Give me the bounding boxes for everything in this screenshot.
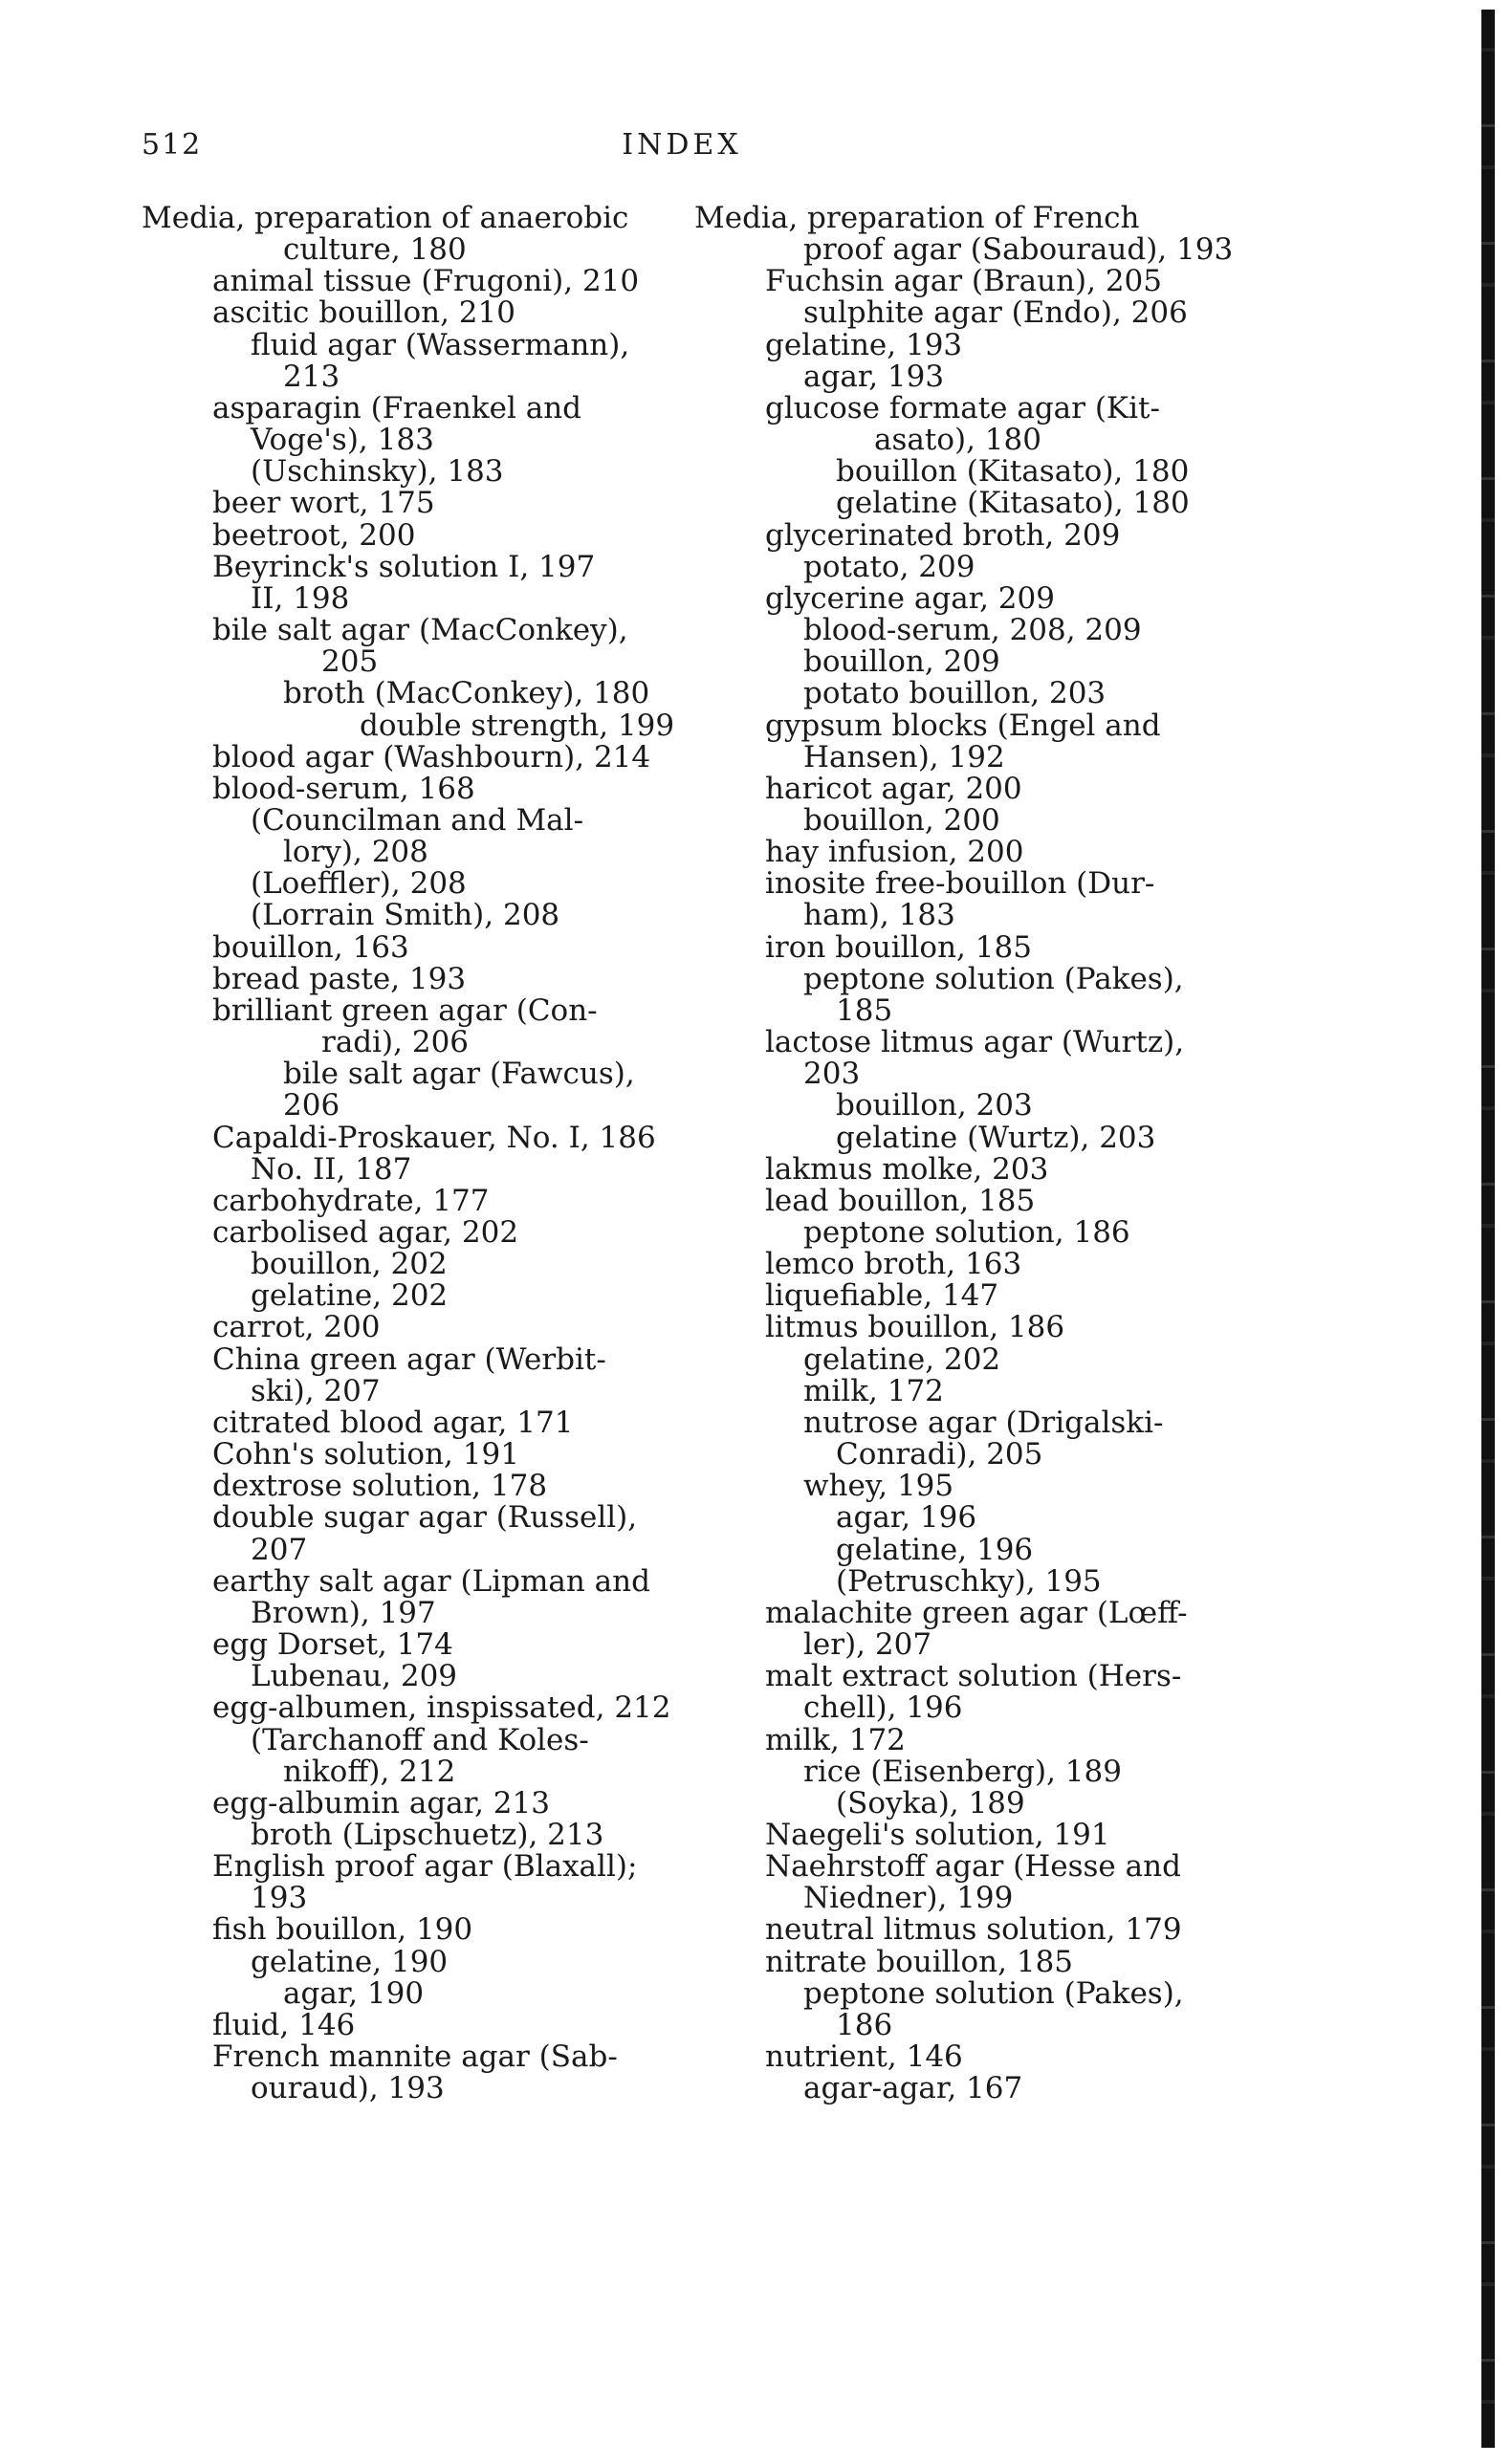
index-entry: malachite green agar (Lœff-: [765, 1595, 1188, 1630]
index-entry: gelatine, 196: [836, 1532, 1034, 1567]
index-entry: Naehrstoff agar (Hesse and: [765, 1849, 1181, 1885]
index-entry: 213: [283, 359, 340, 394]
index-entry: peptone solution (Pakes),: [803, 1975, 1184, 2011]
index-entry: No. II, 187: [251, 1151, 412, 1187]
index-entry: whey, 195: [803, 1469, 954, 1504]
index-entry: bouillon, 163: [212, 929, 409, 965]
index-entry: Capaldi-Proskauer, No. I, 186: [212, 1120, 656, 1155]
index-entry: beer wort, 175: [212, 486, 435, 521]
index-entry: blood-serum, 208, 209: [803, 613, 1142, 648]
index-entry: agar, 196: [836, 1500, 977, 1536]
index-entry: bouillon, 203: [836, 1088, 1033, 1123]
index-entry: bouillon, 200: [803, 802, 1000, 838]
index-entry: II, 198: [251, 580, 350, 616]
index-entry: 207: [251, 1532, 308, 1567]
index-entry: Media, preparation of French: [694, 201, 1140, 235]
index-entry: egg-albumen, inspissated, 212: [212, 1690, 671, 1726]
index-entry: iron bouillon, 185: [765, 929, 1032, 965]
index-entry: carbohydrate, 177: [212, 1183, 490, 1218]
index-entry: lakmus molke, 203: [765, 1151, 1049, 1187]
index-entry: agar, 190: [283, 1975, 425, 2011]
index-entry: beetroot, 200: [212, 517, 416, 553]
index-entry: gelatine, 202: [251, 1278, 449, 1314]
index-entry: bouillon (Kitasato), 180: [836, 454, 1190, 490]
index-entry: peptone solution, 186: [803, 1215, 1130, 1250]
index-entry: gelatine, 193: [765, 327, 963, 362]
index-entry: proof agar (Sabouraud), 193: [803, 232, 1234, 268]
index-entry: nutrient, 146: [765, 2039, 963, 2075]
index-entry: broth (MacConkey), 180: [283, 676, 650, 711]
index-entry: milk, 172: [803, 1373, 944, 1408]
index-entry: potato, 209: [803, 549, 975, 584]
index-entry: haricot agar, 200: [765, 771, 1022, 806]
index-entry: dextrose solution, 178: [212, 1469, 548, 1504]
index-entry: broth (Lipschuetz), 213: [251, 1817, 604, 1852]
index-entry: (Councilman and Mal-: [251, 802, 584, 838]
index-entry: rice (Eisenberg), 189: [803, 1754, 1122, 1789]
index-entry: ham), 183: [803, 898, 955, 933]
index-column-left: [142, 201, 675, 2106]
index-entry: (Petruschky), 195: [836, 1563, 1102, 1599]
index-entry: neutral litmus solution, 179: [765, 1912, 1182, 1948]
index-entry: 205: [321, 644, 379, 680]
index-entry: egg Dorset, 174: [212, 1627, 453, 1663]
index-entry: Hansen), 192: [803, 739, 1005, 774]
index-entry: 203: [803, 1057, 861, 1092]
index-entry: egg-albumin agar, 213: [212, 1785, 550, 1821]
index-entry: potato bouillon, 203: [803, 676, 1107, 711]
index-entry: 206: [283, 1088, 340, 1123]
index-entry: 185: [836, 992, 893, 1028]
index-entry: 193: [251, 1881, 308, 1916]
index-entry: gelatine, 202: [803, 1341, 1001, 1377]
page-number: 512: [142, 128, 203, 162]
index-entry: 186: [836, 2007, 893, 2042]
index-entry: fish bouillon, 190: [212, 1912, 473, 1948]
index-entry: carrot, 200: [212, 1310, 381, 1345]
index-entry: bread paste, 193: [212, 961, 467, 996]
index-entry: lory), 208: [283, 835, 428, 870]
index-entry: asparagin (Fraenkel and: [212, 390, 582, 425]
index-entry: inosite free-bouillon (Dur-: [765, 866, 1155, 902]
index-entry: (Uschinsky), 183: [251, 454, 504, 490]
index-entry: (Loeffler), 208: [251, 866, 467, 902]
page-header: [142, 128, 1222, 166]
index-entry: liquefiable, 147: [765, 1278, 999, 1314]
index-entry: gelatine (Wurtz), 203: [836, 1120, 1156, 1155]
index-entry: bile salt agar (MacConkey),: [212, 613, 628, 648]
index-entry: nikoff), 212: [283, 1754, 456, 1789]
index-entry: asato), 180: [874, 423, 1041, 458]
index-entry: lactose litmus agar (Wurtz),: [765, 1025, 1185, 1060]
index-entry: fluid agar (Wassermann),: [251, 327, 630, 362]
index-entry: bouillon, 209: [803, 644, 1000, 680]
index-entry: English proof agar (Blaxall);: [212, 1849, 638, 1885]
index-entry: malt extract solution (Hers-: [765, 1659, 1182, 1694]
index-entry: culture, 180: [283, 232, 467, 268]
index-column-right: [694, 201, 1234, 2106]
index-entry: Cohn's solution, 191: [212, 1437, 519, 1472]
index-entry: gelatine (Kitasato), 180: [836, 486, 1190, 521]
index-entry: agar, 193: [803, 359, 945, 394]
index-entry: Niedner), 199: [803, 1881, 1014, 1916]
index-entry: agar-agar, 167: [803, 2071, 1023, 2106]
index-entry: lead bouillon, 185: [765, 1183, 1036, 1218]
index-entry: earthy salt agar (Lipman and: [212, 1563, 650, 1599]
index-entry: animal tissue (Frugoni), 210: [212, 264, 640, 299]
index-entry: ski), 207: [251, 1373, 381, 1408]
index-entry: French mannite agar (Sab-: [212, 2039, 618, 2075]
index-entry: nutrose agar (Drigalski-: [803, 1405, 1164, 1440]
index-entry: citrated blood agar, 171: [212, 1405, 574, 1440]
index-entry: chell), 196: [803, 1690, 963, 1726]
index-entry: lemco broth, 163: [765, 1247, 1022, 1282]
index-entry: litmus bouillon, 186: [765, 1310, 1065, 1345]
index-entry: milk, 172: [765, 1722, 906, 1757]
index-entry: glucose formate agar (Kit-: [765, 390, 1160, 425]
index-entry: Media, preparation of anaerobic: [142, 201, 629, 235]
index-entry: fluid, 146: [212, 2007, 356, 2042]
index-entry: (Soyka), 189: [836, 1785, 1025, 1821]
index-entry: brilliant green agar (Con-: [212, 992, 598, 1028]
index-entry: double sugar agar (Russell),: [212, 1500, 638, 1536]
index-entry: blood-serum, 168: [212, 771, 475, 806]
index-entry: hay infusion, 200: [765, 835, 1024, 870]
index-entry: glycerine agar, 209: [765, 580, 1055, 616]
index-entry: gelatine, 190: [251, 1944, 449, 1979]
index-entry: bile salt agar (Fawcus),: [283, 1057, 635, 1092]
index-entry: Fuchsin agar (Braun), 205: [765, 264, 1163, 299]
index-entry: bouillon, 202: [251, 1247, 448, 1282]
index-entry: nitrate bouillon, 185: [765, 1944, 1074, 1979]
index-entry: (Lorrain Smith), 208: [251, 898, 560, 933]
index-entry: blood agar (Washbourn), 214: [212, 739, 651, 774]
index-entry: Voge's), 183: [251, 423, 434, 458]
index-entry: sulphite agar (Endo), 206: [803, 295, 1188, 331]
index-entry: Naegeli's solution, 191: [765, 1817, 1110, 1852]
index-entry: ouraud), 193: [251, 2071, 445, 2106]
index-entry: Lubenau, 209: [251, 1659, 458, 1694]
index-entry: double strength, 199: [360, 708, 675, 743]
index-entry: ascitic bouillon, 210: [212, 295, 515, 331]
index-entry: gypsum blocks (Engel and: [765, 708, 1161, 743]
index-entry: Beyrinck's solution I, 197: [212, 549, 596, 584]
index-entry: Conradi), 205: [836, 1437, 1043, 1472]
index-entry: Brown), 197: [251, 1595, 436, 1630]
index-entry: peptone solution (Pakes),: [803, 961, 1184, 996]
index-entry: radi), 206: [321, 1025, 470, 1060]
index-entry: China green agar (Werbit-: [212, 1341, 606, 1377]
index-entry: glycerinated broth, 209: [765, 517, 1121, 553]
index-entry: carbolised agar, 202: [212, 1215, 519, 1250]
running-head: INDEX: [622, 128, 742, 162]
index-entry: ler), 207: [803, 1627, 932, 1663]
index-entry: (Tarchanoff and Koles-: [251, 1722, 589, 1757]
page-edge-shadow: [1481, 10, 1495, 2448]
